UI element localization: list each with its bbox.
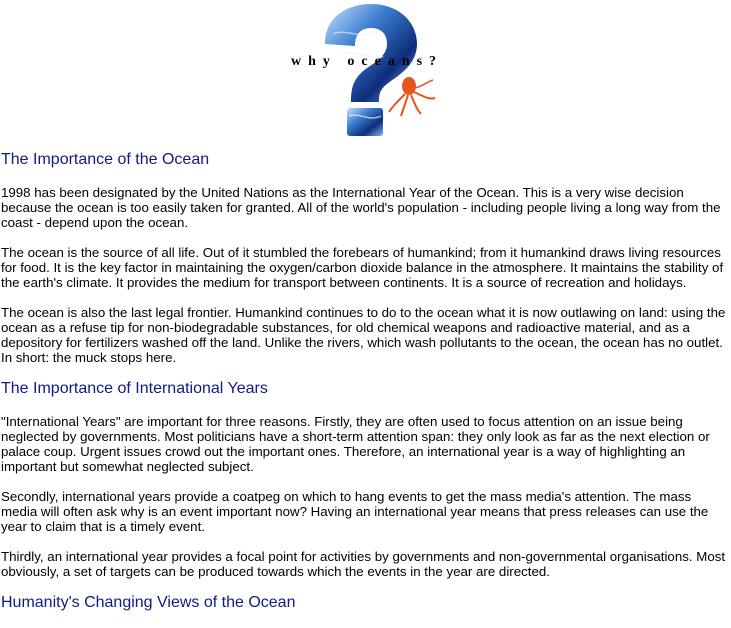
octopus-icon <box>387 68 437 118</box>
paragraph: Secondly, international years provide a coatpeg on which to hang events to get the mass media's attention. The mass media will often ask why is an event important now? Having an international year means that press releases can use the year to claim that is a timely event. <box>1 489 709 534</box>
paragraph: 1998 has been designated by the United Nations as the International Year of the Ocean. This is a very wise decision because the ocean is too easily taken for granted. All of the world's population - including people living a long way from the coast - depend upon the ocean. <box>1 185 721 230</box>
paragraph: The ocean is the source of all life. Out of it stumbled the forebears of humankind; from it humankind draws living resources for food. It is the key factor in maintaining the oxygen/carbon dioxide balance in the atmosphere. It maintains the stability of the earth's climate. It provides the medium for transport between continents. It is a source of recreation and holidays. <box>1 245 724 290</box>
section-heading: Humanity's Changing Views of the Ocean <box>1 594 296 611</box>
article <box>1 151 730 628</box>
logo-text: why oceans? <box>291 54 444 69</box>
section-heading: The Importance of International Years <box>1 380 268 397</box>
section-heading: The Importance of the Ocean <box>1 151 210 168</box>
paragraph: Thirdly, an international year provides a focal point for activities by governments and non-governmental organisations. Most obviously, a set of targets can be produced towards which the events in the year are directed. <box>1 549 726 579</box>
logo <box>283 4 453 138</box>
paragraph: The ocean is also the last legal frontier. Humankind continues to do to the ocean what it is now outlawing on land: using the ocean as a refuse tip for non-biodegradable substances, for old chemical weapons and radioactive material, and as a depository for fertilizers washed off the land. Unlike the rivers, which wash pollutants to the ocean, the ocean has no outlet. In short: the muck stops here. <box>1 305 726 365</box>
paragraph: "International Years" are important for three reasons. Firstly, they are often used to focus attention on an issue being neglected by governments. Most politicians have a short-term attention span: they only look as far as the next election or palace coup. Urgent issues crowd out the important ones. Therefore, an international year is a way of highlighting an important but somewhat neglected subject. <box>1 414 710 474</box>
